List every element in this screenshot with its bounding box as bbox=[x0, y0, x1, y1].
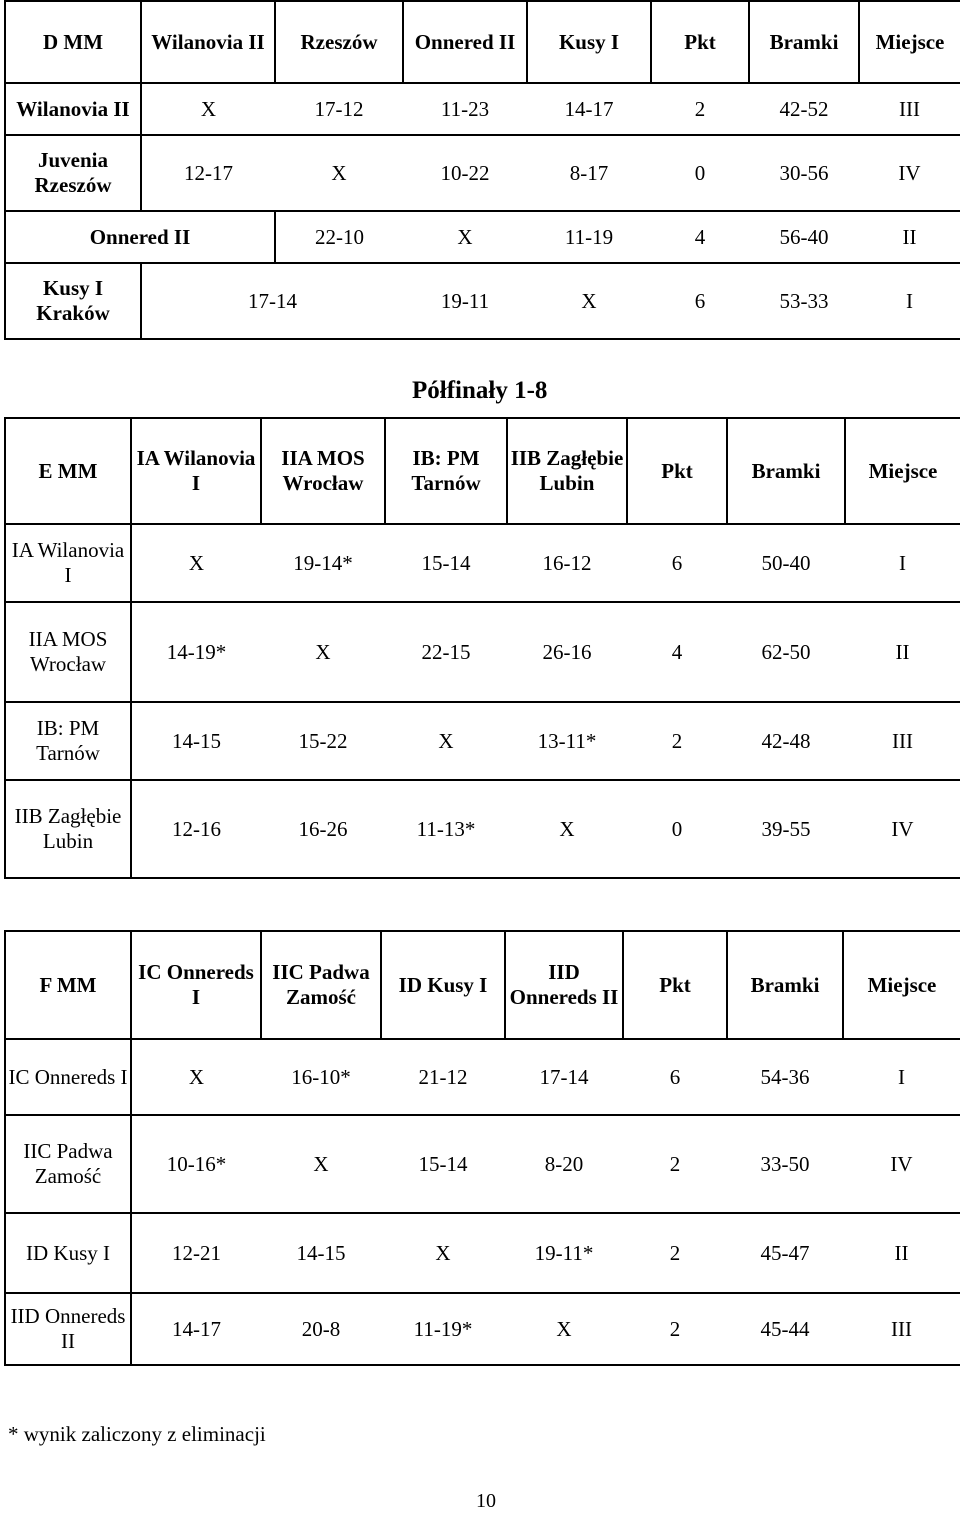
score-cell: 10-22 bbox=[403, 135, 527, 211]
score-cell: 15-22 bbox=[261, 702, 385, 780]
header-cell: Miejsce bbox=[845, 418, 960, 524]
score-cell: X bbox=[507, 780, 627, 878]
score-cell: X bbox=[275, 135, 403, 211]
score-cell: X bbox=[385, 702, 507, 780]
place-cell: II bbox=[859, 211, 960, 263]
score-cell: 15-14 bbox=[381, 1115, 505, 1213]
points-cell: 2 bbox=[623, 1293, 727, 1365]
table-row bbox=[5, 135, 960, 211]
points-cell: 4 bbox=[627, 602, 727, 702]
table-header-row bbox=[5, 1, 960, 83]
goals-cell: 56-40 bbox=[749, 211, 859, 263]
place-cell: IV bbox=[859, 135, 960, 211]
place-cell: IV bbox=[845, 780, 960, 878]
goals-cell: 45-44 bbox=[727, 1293, 843, 1365]
score-cell: 13-11* bbox=[507, 702, 627, 780]
header-cell: IIB Zagłębie Lubin bbox=[507, 418, 627, 524]
header-cell: Pkt bbox=[623, 931, 727, 1039]
points-cell: 0 bbox=[627, 780, 727, 878]
score-cell: 16-26 bbox=[261, 780, 385, 878]
score-cell: 26-16 bbox=[507, 602, 627, 702]
score-cell: 17-12 bbox=[275, 83, 403, 135]
group-f-table bbox=[4, 930, 960, 1366]
points-cell: 2 bbox=[623, 1115, 727, 1213]
score-cell: 11-19 bbox=[527, 211, 651, 263]
score-cell: 14-19* bbox=[131, 602, 261, 702]
table-row bbox=[5, 1039, 960, 1115]
score-cell: 19-11 bbox=[403, 263, 527, 339]
points-cell: 6 bbox=[651, 263, 749, 339]
goals-cell: 62-50 bbox=[727, 602, 845, 702]
score-cell: 10-16* bbox=[131, 1115, 261, 1213]
table-row bbox=[5, 1213, 960, 1293]
score-cell: 12-21 bbox=[131, 1213, 261, 1293]
team-name-cell: IA Wilanovia I bbox=[5, 524, 131, 602]
score-cell: 16-10* bbox=[261, 1039, 381, 1115]
header-cell: Rzeszów bbox=[275, 1, 403, 83]
header-cell: F MM bbox=[5, 931, 131, 1039]
header-cell: Wilanovia II bbox=[141, 1, 275, 83]
page-number: 10 bbox=[476, 1490, 496, 1512]
header-cell: Onnered II bbox=[403, 1, 527, 83]
score-cell: X bbox=[131, 1039, 261, 1115]
goals-cell: 54-36 bbox=[727, 1039, 843, 1115]
score-cell: X bbox=[403, 211, 527, 263]
team-name-cell: Wilanovia II bbox=[5, 83, 141, 135]
team-name-cell: IIB Zagłębie Lubin bbox=[5, 780, 131, 878]
score-cell: X bbox=[527, 263, 651, 339]
header-cell: D MM bbox=[5, 1, 141, 83]
points-cell: 2 bbox=[651, 83, 749, 135]
team-name-cell: Kusy I Kraków bbox=[5, 263, 141, 339]
score-cell: X bbox=[381, 1213, 505, 1293]
points-cell: 6 bbox=[627, 524, 727, 602]
table-row bbox=[5, 602, 960, 702]
header-cell: E MM bbox=[5, 418, 131, 524]
place-cell: II bbox=[843, 1213, 960, 1293]
goals-cell: 42-48 bbox=[727, 702, 845, 780]
header-cell: IB: PM Tarnów bbox=[385, 418, 507, 524]
score-cell: 15-14 bbox=[385, 524, 507, 602]
table-header-row bbox=[5, 931, 960, 1039]
goals-cell: 53-33 bbox=[749, 263, 859, 339]
team-name-cell: IIA MOS Wrocław bbox=[5, 602, 131, 702]
table-row bbox=[5, 263, 960, 339]
footnote: * wynik zaliczony z eliminacji bbox=[8, 1422, 266, 1446]
score-cell: 8-20 bbox=[505, 1115, 623, 1213]
group-e-table bbox=[4, 417, 960, 879]
score-cell: 14-17 bbox=[527, 83, 651, 135]
header-cell: IC Onnereds I bbox=[131, 931, 261, 1039]
table-row bbox=[5, 83, 960, 135]
header-cell: IIA MOS Wrocław bbox=[261, 418, 385, 524]
team-name-cell: Juvenia Rzeszów bbox=[5, 135, 141, 211]
header-cell: Pkt bbox=[627, 418, 727, 524]
header-cell: Bramki bbox=[749, 1, 859, 83]
points-cell: 4 bbox=[651, 211, 749, 263]
score-cell: 17-14 bbox=[141, 263, 403, 339]
header-cell: Pkt bbox=[651, 1, 749, 83]
goals-cell: 42-52 bbox=[749, 83, 859, 135]
score-cell: 20-8 bbox=[261, 1293, 381, 1365]
place-cell: II bbox=[845, 602, 960, 702]
table-row bbox=[5, 780, 960, 878]
score-cell: 19-14* bbox=[261, 524, 385, 602]
table-row bbox=[5, 1293, 960, 1365]
team-name-cell: IID Onnereds II bbox=[5, 1293, 131, 1365]
team-name-cell: IB: PM Tarnów bbox=[5, 702, 131, 780]
semifinal-title: Półfinały 1-8 bbox=[412, 377, 548, 404]
score-cell: 22-10 bbox=[275, 211, 403, 263]
header-cell: Miejsce bbox=[843, 931, 960, 1039]
score-cell: 12-16 bbox=[131, 780, 261, 878]
place-cell: III bbox=[859, 83, 960, 135]
header-cell: Bramki bbox=[727, 418, 845, 524]
table-row bbox=[5, 211, 960, 263]
score-cell: 19-11* bbox=[505, 1213, 623, 1293]
table-row bbox=[5, 702, 960, 780]
score-cell: 11-19* bbox=[381, 1293, 505, 1365]
score-cell: 22-15 bbox=[385, 602, 507, 702]
table-row bbox=[5, 524, 960, 602]
points-cell: 6 bbox=[623, 1039, 727, 1115]
points-cell: 0 bbox=[651, 135, 749, 211]
header-cell: IIC Padwa Zamość bbox=[261, 931, 381, 1039]
score-cell: 8-17 bbox=[527, 135, 651, 211]
points-cell: 2 bbox=[627, 702, 727, 780]
header-cell: IID Onnereds II bbox=[505, 931, 623, 1039]
place-cell: IV bbox=[843, 1115, 960, 1213]
header-cell: Bramki bbox=[727, 931, 843, 1039]
score-cell: X bbox=[131, 524, 261, 602]
team-name-cell: Onnered II bbox=[5, 211, 275, 263]
goals-cell: 45-47 bbox=[727, 1213, 843, 1293]
score-cell: 12-17 bbox=[141, 135, 275, 211]
score-cell: 14-17 bbox=[131, 1293, 261, 1365]
team-name-cell: IIC Padwa Zamość bbox=[5, 1115, 131, 1213]
goals-cell: 39-55 bbox=[727, 780, 845, 878]
header-cell: ID Kusy I bbox=[381, 931, 505, 1039]
header-cell: Miejsce bbox=[859, 1, 960, 83]
score-cell: 14-15 bbox=[261, 1213, 381, 1293]
table-row bbox=[5, 1115, 960, 1213]
table-header-row bbox=[5, 418, 960, 524]
goals-cell: 30-56 bbox=[749, 135, 859, 211]
goals-cell: 33-50 bbox=[727, 1115, 843, 1213]
place-cell: I bbox=[843, 1039, 960, 1115]
score-cell: 21-12 bbox=[381, 1039, 505, 1115]
score-cell: 14-15 bbox=[131, 702, 261, 780]
team-name-cell: IC Onnereds I bbox=[5, 1039, 131, 1115]
score-cell: 11-13* bbox=[385, 780, 507, 878]
header-cell: Kusy I bbox=[527, 1, 651, 83]
place-cell: I bbox=[845, 524, 960, 602]
score-cell: 16-12 bbox=[507, 524, 627, 602]
team-name-cell: ID Kusy I bbox=[5, 1213, 131, 1293]
score-cell: X bbox=[141, 83, 275, 135]
score-cell: 17-14 bbox=[505, 1039, 623, 1115]
group-d-table bbox=[4, 0, 960, 340]
score-cell: 11-23 bbox=[403, 83, 527, 135]
score-cell: X bbox=[261, 602, 385, 702]
place-cell: I bbox=[859, 263, 960, 339]
place-cell: III bbox=[843, 1293, 960, 1365]
goals-cell: 50-40 bbox=[727, 524, 845, 602]
points-cell: 2 bbox=[623, 1213, 727, 1293]
score-cell: X bbox=[505, 1293, 623, 1365]
place-cell: III bbox=[845, 702, 960, 780]
score-cell: X bbox=[261, 1115, 381, 1213]
header-cell: IA Wilanovia I bbox=[131, 418, 261, 524]
